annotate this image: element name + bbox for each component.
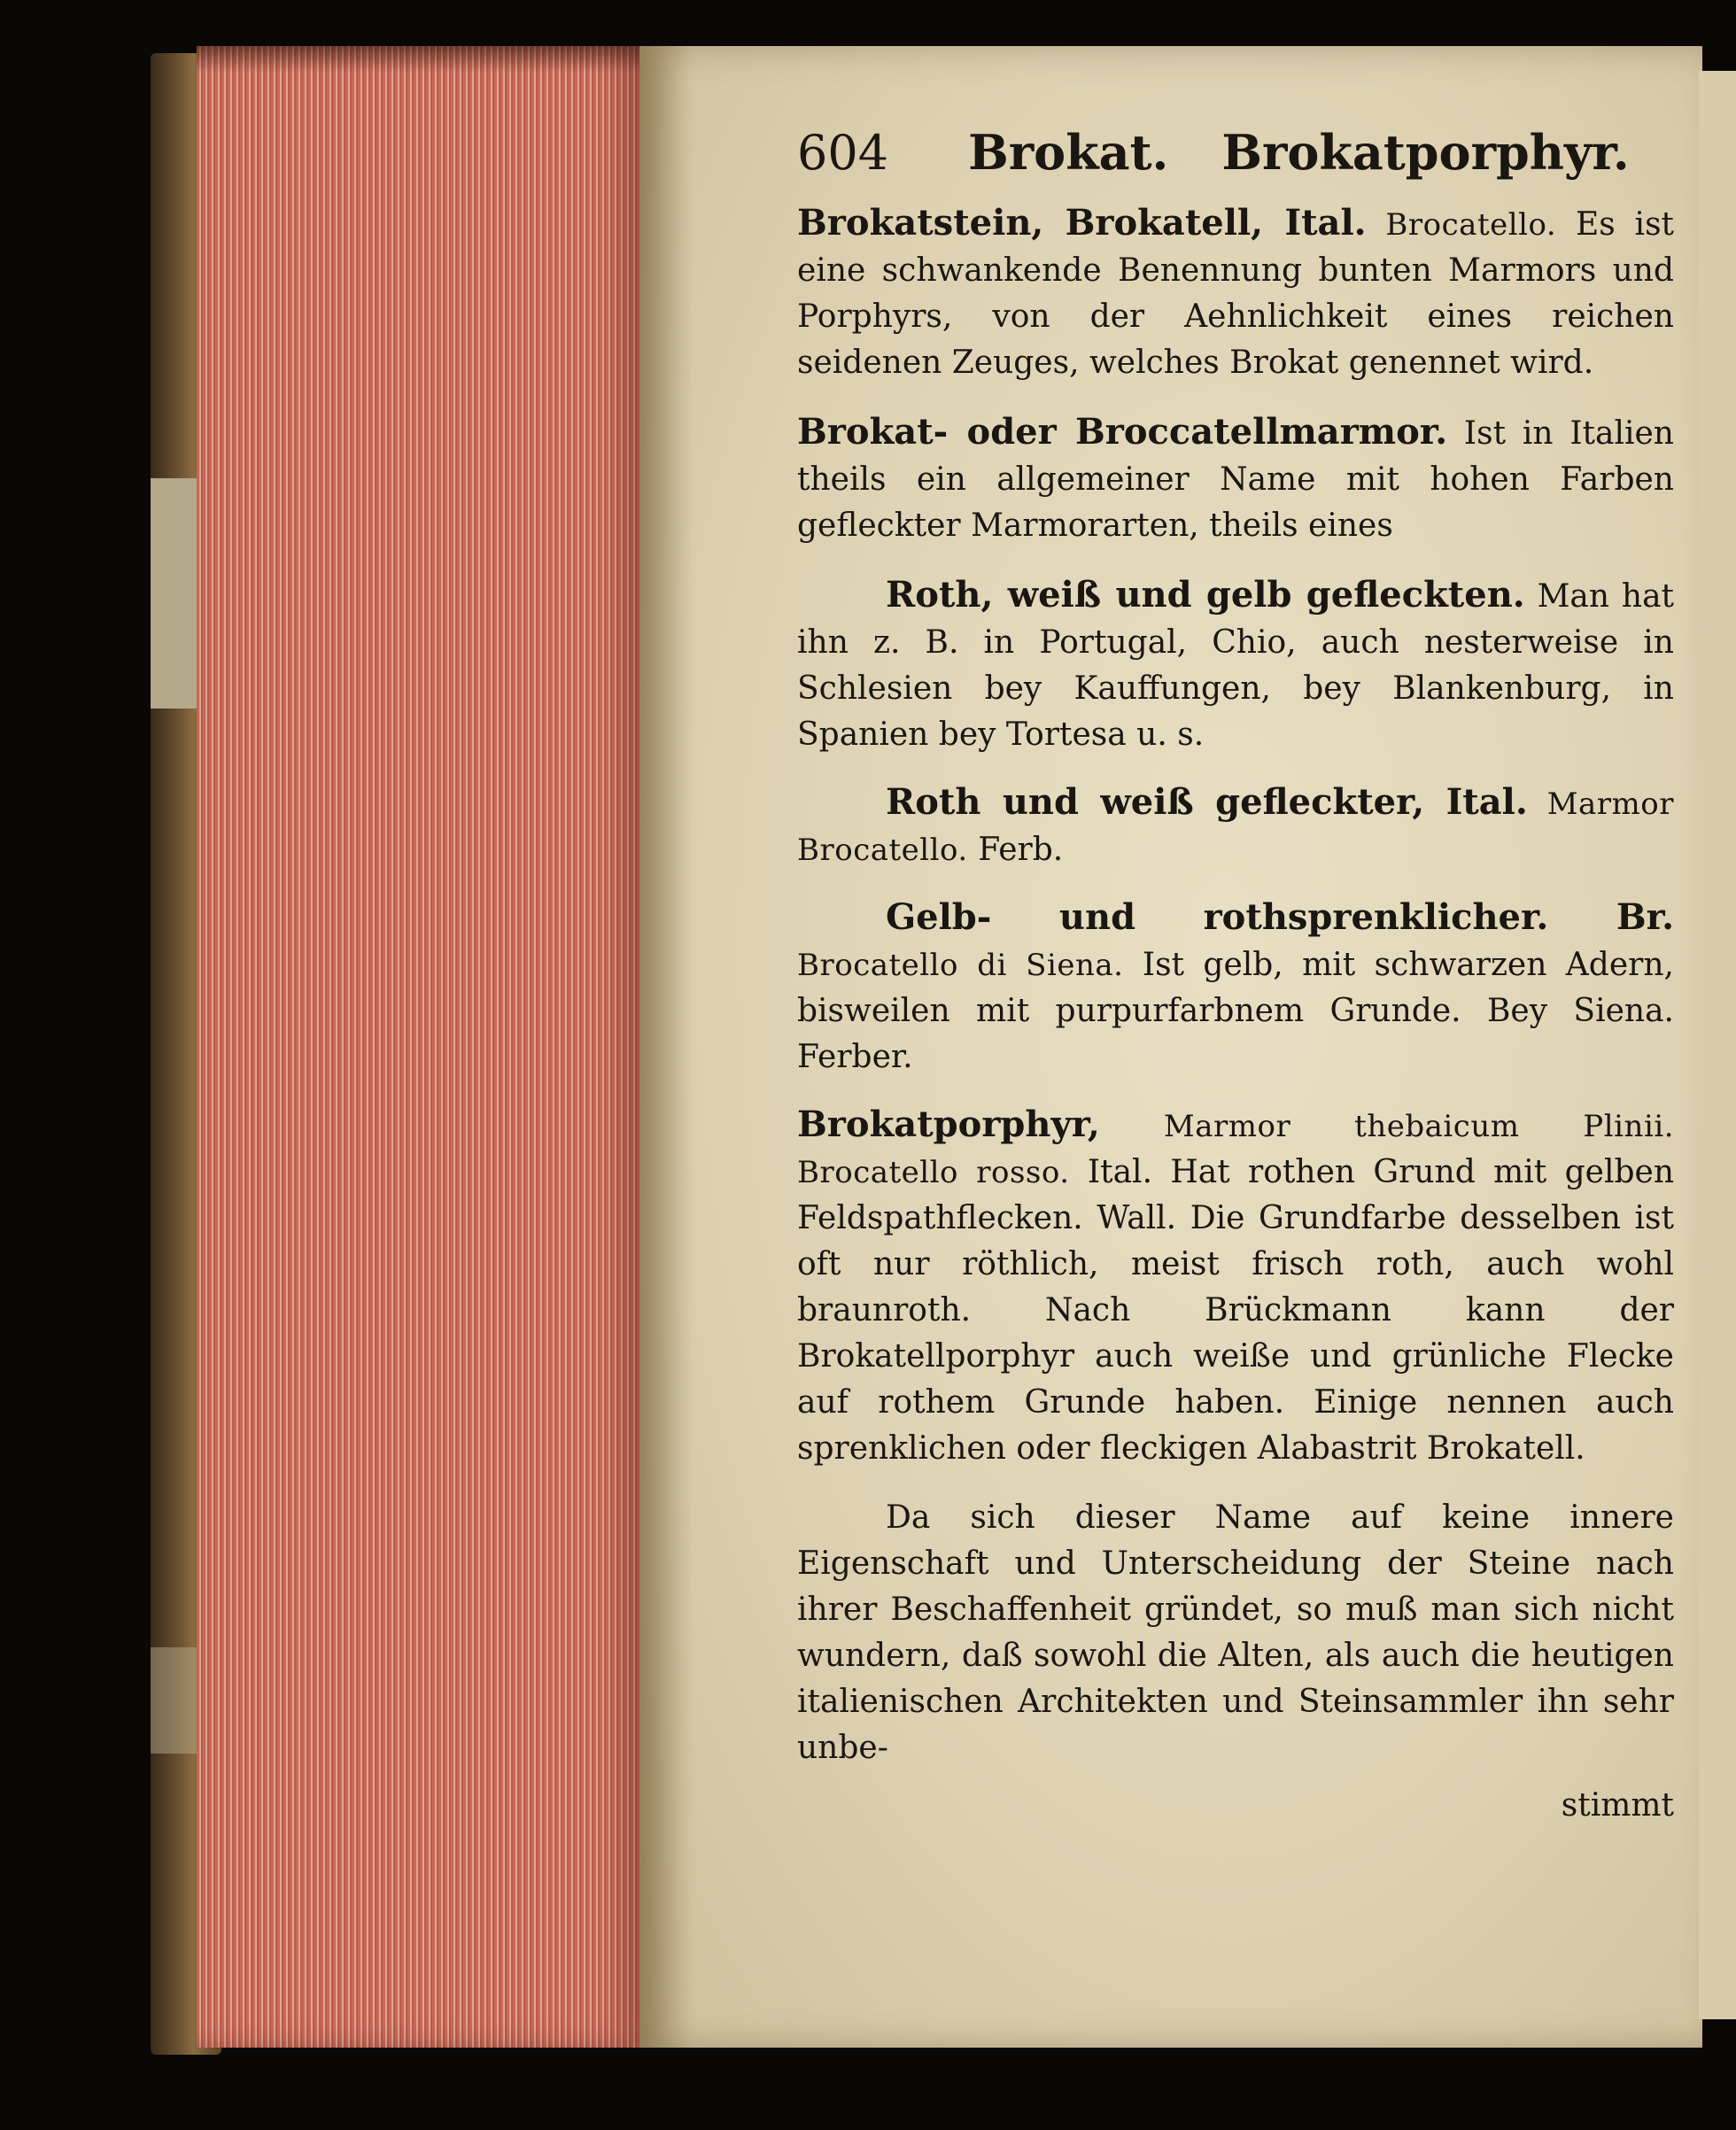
entry-roth-weiss-gelb: Roth, weiß und gelb gefleckten. Man hat ihn z. B. in Portugal, Chio, auch nesterweise in Schlesien bey Kauffungen, bey Blankenburg, in Spanien bey Tortesa u. s.: [797, 574, 1675, 753]
running-header: [797, 124, 1674, 181]
entry-brokatporphyr: Brokatporphyr, Marmor thebaicum Plinii. Brocatello rosso. Ital. Hat rothen Grund mit gelben Feldspathflecken. Wall. Die Grundfarbe desselben ist oft nur röthlich, meist frisch roth, auch wohl braunroth. Nach Brückmann kann der Brokatellporphyr auch weiße und grünliche Flecke auf rothem Grunde haben. Einige nennen auch sprenklichen oder fleckigen Alabastrit Brokatell.: [797, 1104, 1675, 1467]
entry-brokatstein: Brokatstein, Brokatell, Ital. Brocatello. Es ist eine schwankende Benennung bunten Marmors und Porphyrs, von der Aehnlichkeit eines reichen seidenen Zeuges, welches Brokat genennet wird.: [797, 202, 1675, 381]
page-block-edges: [197, 46, 639, 2048]
page-number: 604: [797, 125, 889, 181]
entry-roth-weiss: Roth und weiß gefleckter, Ital. Marmor Brocatello. Ferb.: [797, 781, 1674, 868]
page-gutter-shadow: [639, 46, 693, 2048]
page-text: [797, 124, 1674, 1824]
entry-broccatellmarmor: Brokat- oder Broccatellmarmor. Ist in Italien theils ein allgemeiner Name mit hohen Farben gefleckter Marmorarten, theils eines: [797, 411, 1674, 544]
header-right: Brokatporphyr.: [1221, 124, 1630, 181]
entry-gelb-rothsprenklich: Gelb- und rothsprenklicher. Br. Brocatello di Siena. Ist gelb, mit schwarzen Adern, bisweilen mit purpurfarbnem Grunde. Bey Siena. Ferber.: [797, 896, 1674, 1075]
header-left: Brokat.: [968, 124, 1169, 181]
closing-paragraph: Da sich dieser Name auf keine innere Eigenschaft und Unterscheidung der Steine nach ihrer Beschaffenheit gründet, so muß man sich nicht wundern, daß sowohl die Alten, als auch die heutigen italienischen Architekten und Steinsammler ihn sehr unbe-: [797, 1499, 1674, 1766]
facing-page-sliver: [1699, 71, 1736, 2019]
catchword: stimmt: [1561, 1787, 1674, 1824]
